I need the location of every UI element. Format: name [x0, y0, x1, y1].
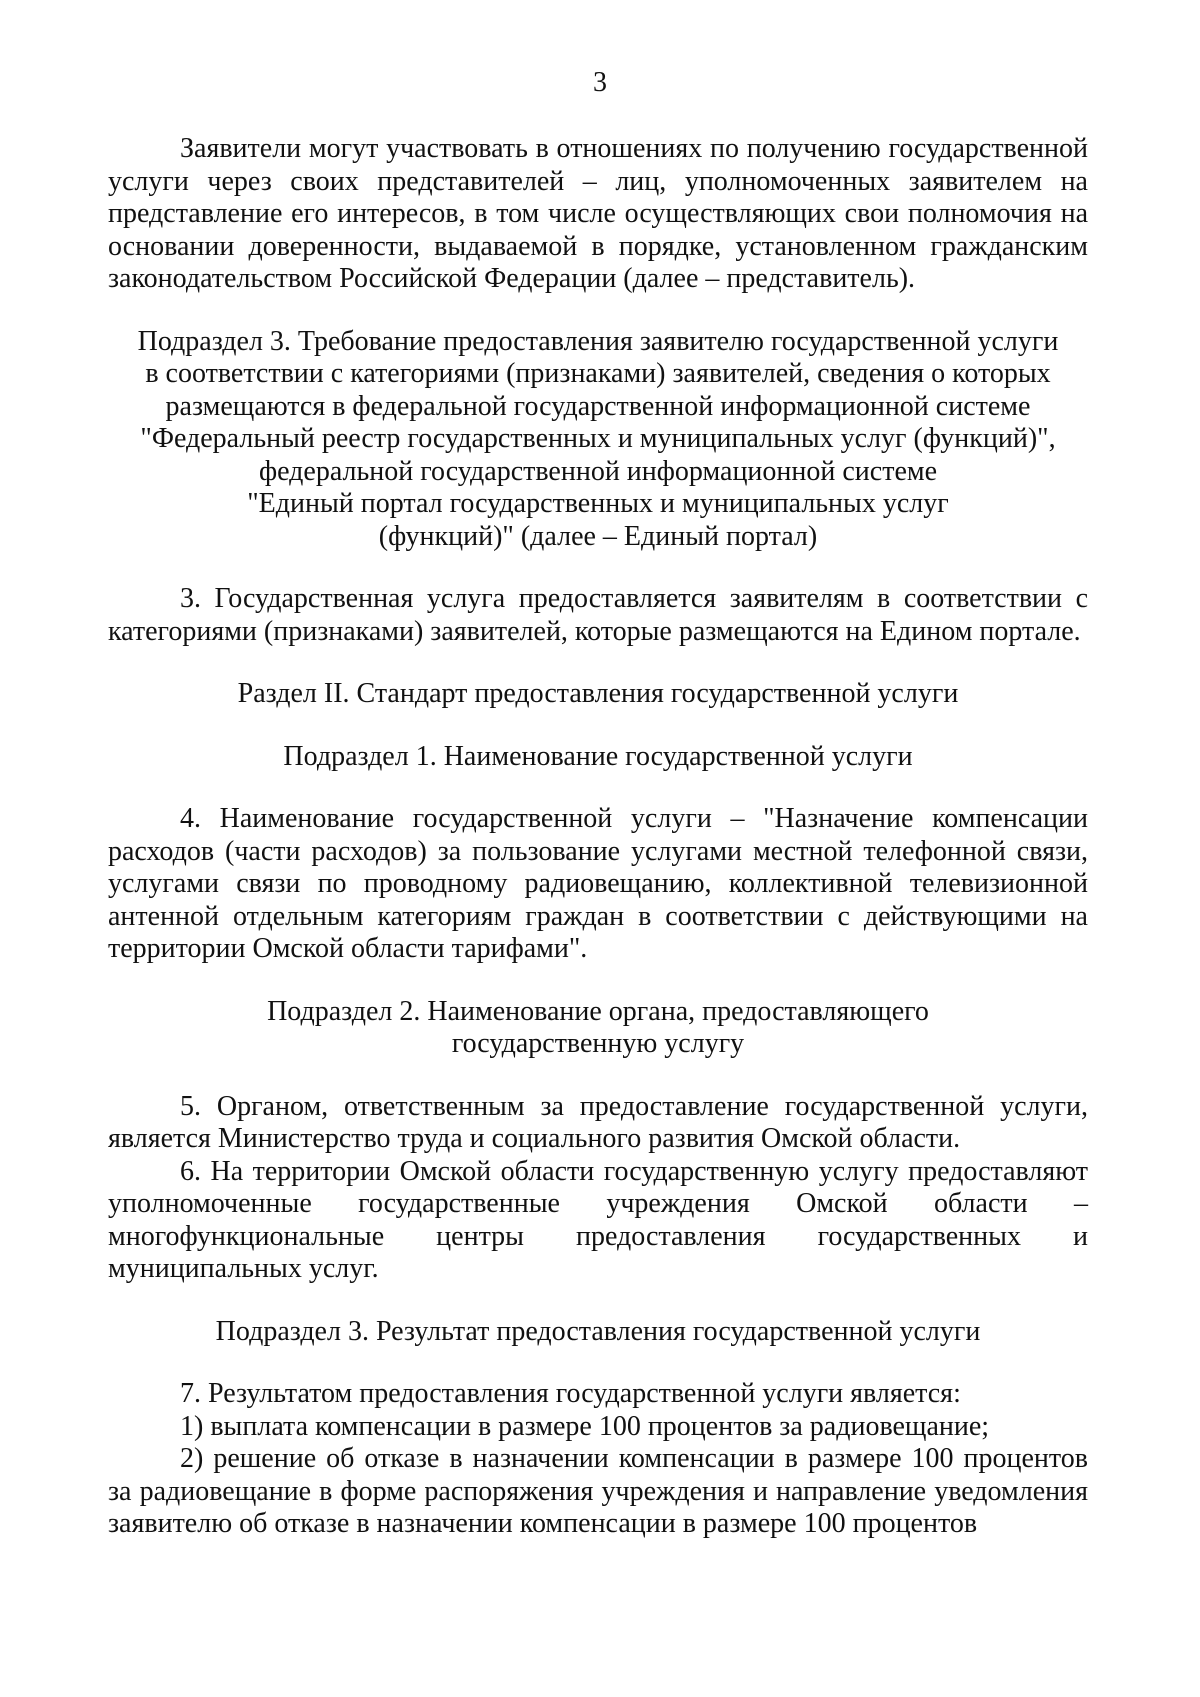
subsection-3-heading-line-1: Подраздел 3. Требование предоставления заявителю государственной услуги: [137, 325, 1059, 357]
subsection-3-heading-line-6: "Единый портал государственных и муниципальных услуг: [247, 488, 949, 519]
paragraph-7: 7. Результатом предоставления государственной услуги является:: [180, 1378, 961, 1409]
subsection-1-heading: Подраздел 1. Наименование государственной услуги: [283, 740, 913, 772]
paragraph-7-item-1: 1) выплата компенсации в размере 100 процентов за радиовещание;: [180, 1410, 990, 1442]
paragraph-4: 4. Наименование государственной услуги – "Назначение компенсации расходов (части расходов) за пользование услугами местной телефонной связи, услугами связи по проводному радиовещанию, коллективной телевизионной антенной отдельным категориям граждан в соответствии с действующими на территории Омской области тарифами".: [108, 803, 1088, 964]
page-number: 3: [593, 67, 607, 98]
subsection-3-heading-line-7: (функций)" (далее – Единый портал): [378, 520, 818, 552]
paragraph-representatives: Заявители могут участвовать в отношениях по получению государственной услуги через своих представителей – лиц, уполномоченных заявителем на представление его интересов, в том числе осуществляющих свои полномочия на основании доверенности, выдаваемой в порядке, установленном гражданским законодательством Российской Федерации (далее – представитель).: [108, 133, 1088, 294]
paragraph-3: 3. Государственная услуга предоставляется заявителям в соответствии с категориями (признаками) заявителей, которые размещаются на Едином портале.: [108, 583, 1088, 647]
paragraph-7-item-2: 2) решение об отказе в назначении компенсации в размере 100 процентов за радиовещание в форме распоряжения учреждения и направление уведомления заявителю об отказе в назначении компенсации в размере 100 процентов: [108, 1443, 1088, 1539]
document-body: [108, 133, 1088, 1541]
paragraph-6: 6. На территории Омской области государственную услугу предоставляют уполномоченные государственные учреждения Омской области – многофункциональные центры предоставления государственных и муниципальных услуг.: [108, 1155, 1088, 1284]
subsection-2-heading-line-1: Подраздел 2. Наименование органа, предоставляющего: [267, 995, 929, 1027]
subsection-3-heading-line-4: "Федеральный реестр государственных и муниципальных услуг (функций)",: [140, 423, 1056, 454]
subsection-2-heading-line-2: государственную услугу: [451, 1028, 745, 1059]
subsection-3-heading-line-3: размещаются в федеральной государственной информационной системе: [165, 390, 1031, 422]
subsection-3-heading-line-5: федеральной государственной информационной системе: [258, 455, 938, 487]
section-2-heading: Раздел II. Стандарт предоставления государственной услуги: [237, 678, 959, 709]
paragraph-5: 5. Органом, ответственным за предоставление государственной услуги, является Министерство труда и социального развития Омской области.: [108, 1090, 1088, 1154]
subsection-3-heading-line-2: в соответствии с категориями (признаками) заявителей, сведения о которых: [145, 358, 1051, 389]
subsection-3-result-heading: Подраздел 3. Результат предоставления государственной услуги: [215, 1315, 981, 1347]
